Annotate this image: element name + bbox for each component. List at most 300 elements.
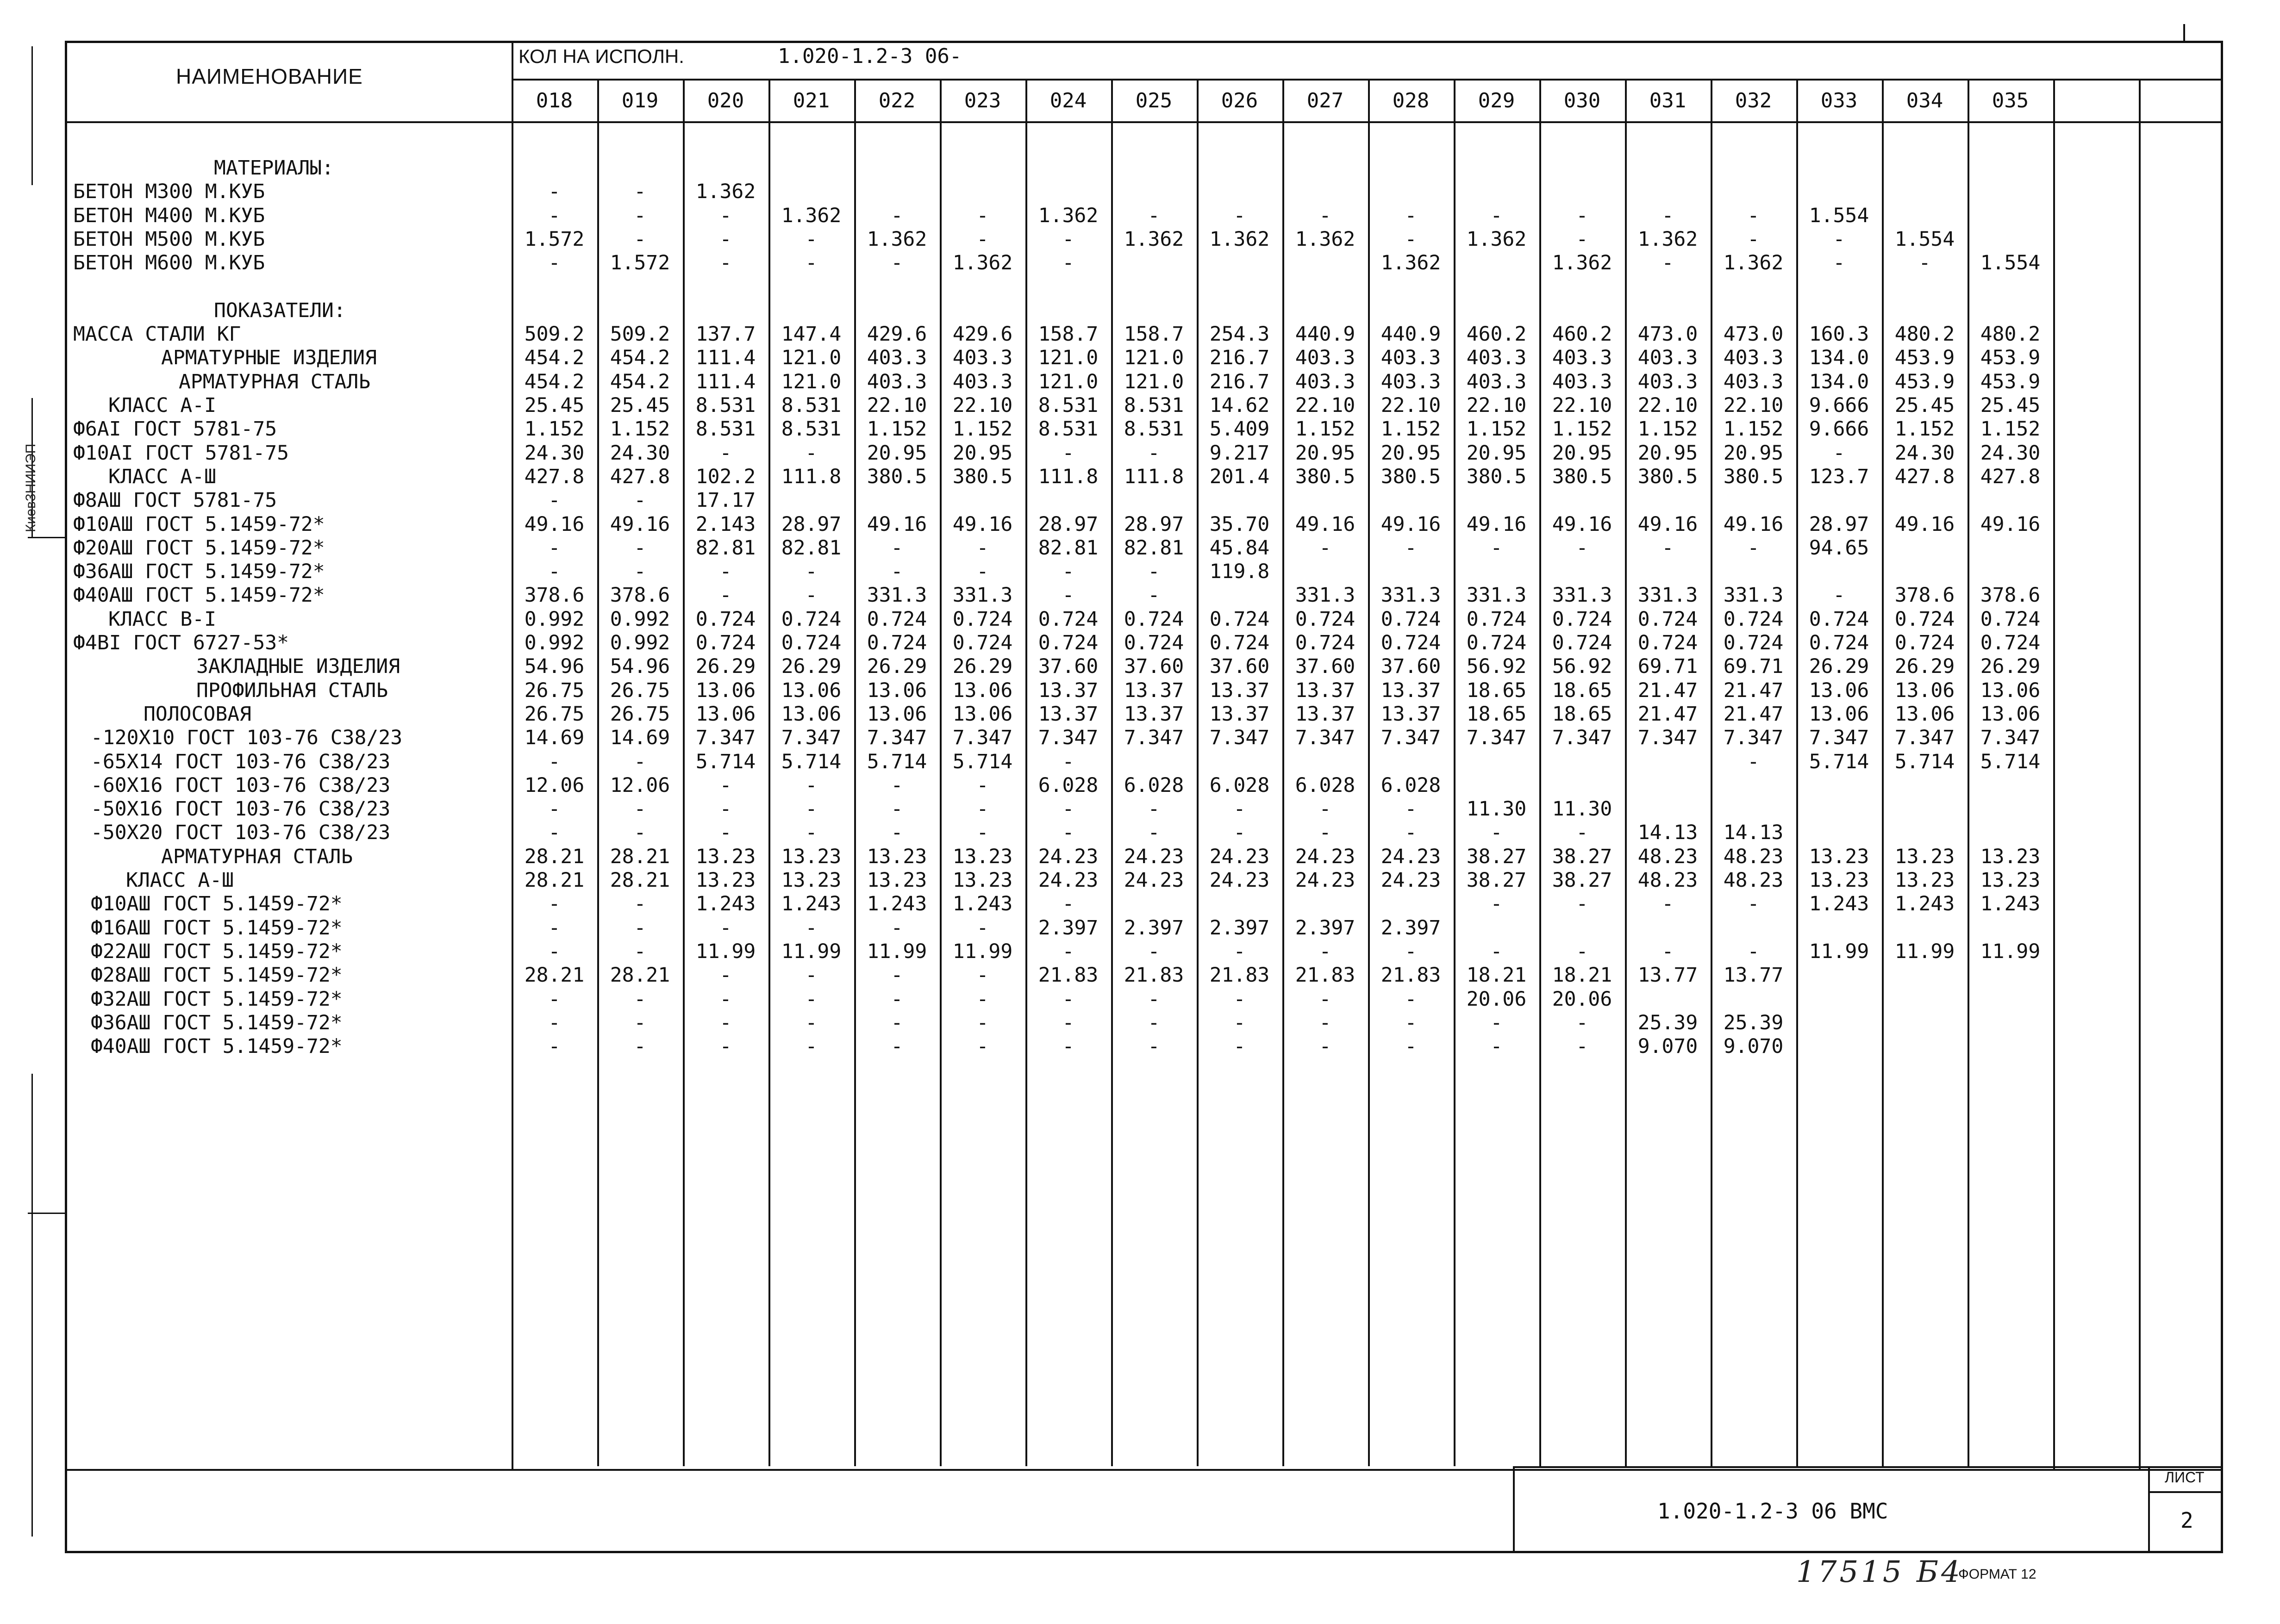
table-cell: -: [548, 251, 561, 274]
table-cell: 403.3: [867, 346, 927, 369]
table-cell: 20.95: [952, 442, 1013, 465]
table-cell: 25.45: [1894, 394, 1955, 417]
sheet-box-left: [2148, 1466, 2150, 1553]
column-divider: [854, 79, 856, 1466]
table-cell: 13.77: [1637, 964, 1698, 987]
table-cell: 9.070: [1723, 1035, 1784, 1058]
table-cell: 0.724: [1809, 608, 1869, 631]
row-label: Ф4ВI ГОСТ 6727-53*: [73, 631, 289, 654]
table-cell: 6.028: [1124, 774, 1184, 797]
table-cell: 13.23: [1980, 869, 2041, 892]
table-cell: 380.5: [867, 465, 927, 488]
table-cell: 8.531: [1124, 394, 1184, 417]
table-cell: 119.8: [1209, 560, 1270, 583]
table-cell: -: [976, 1035, 989, 1058]
table-cell: -: [1062, 940, 1074, 963]
table-cell: 24.23: [1380, 869, 1441, 892]
table-cell: 1.152: [867, 417, 927, 441]
table-cell: 35.70: [1209, 513, 1270, 536]
column-number: 034: [1906, 89, 1943, 112]
table-cell: -: [548, 988, 561, 1011]
table-cell: -: [891, 560, 903, 583]
table-cell: -: [891, 1035, 903, 1058]
table-cell: 378.6: [1894, 584, 1955, 607]
table-cell: -: [1490, 1035, 1503, 1058]
table-cell: 26.75: [524, 679, 585, 702]
table-cell: -: [1490, 821, 1503, 844]
table-cell: -: [548, 489, 561, 512]
table-cell: 69.71: [1637, 655, 1698, 678]
table-cell: 25.39: [1723, 1011, 1784, 1034]
table-cell: 134.0: [1809, 346, 1869, 369]
table-cell: 403.3: [952, 370, 1013, 393]
table-cell: 403.3: [1295, 370, 1356, 393]
table-cell: -: [634, 916, 646, 940]
table-cell: 7.347: [1038, 726, 1099, 749]
table-cell: -: [1148, 204, 1160, 227]
table-cell: -: [1148, 988, 1160, 1011]
table-cell: 8.531: [1038, 417, 1099, 441]
table-cell: -: [1319, 797, 1331, 821]
table-cell: 26.29: [1809, 655, 1869, 678]
row-label: Ф28АШ ГОСТ 5.1459-72*: [91, 964, 343, 987]
table-cell: 111.8: [781, 465, 842, 488]
table-cell: 2.397: [1380, 916, 1441, 940]
name-column-header: НАИМЕНОВАНИЕ: [176, 64, 363, 88]
table-cell: 17.17: [695, 489, 756, 512]
table-cell: 13.23: [1809, 869, 1869, 892]
table-cell: -: [548, 750, 561, 773]
table-cell: 49.16: [524, 513, 585, 536]
table-cell: 13.06: [695, 703, 756, 726]
table-cell: -: [634, 750, 646, 773]
table-cell: 111.8: [1124, 465, 1184, 488]
table-cell: 20.95: [1552, 442, 1612, 465]
table-cell: -: [805, 1011, 818, 1034]
table-cell: 0.724: [1380, 631, 1441, 654]
row-label: КЛАСС А-I: [108, 394, 216, 417]
table-cell: -: [1405, 228, 1417, 251]
column-divider: [2053, 79, 2055, 1469]
row-label: БЕТОН М500 М.КУБ: [73, 228, 265, 251]
table-cell: 22.10: [1295, 394, 1356, 417]
table-cell: 158.7: [1124, 323, 1184, 346]
table-cell: 0.724: [1552, 608, 1612, 631]
table-cell: 331.3: [1637, 584, 1698, 607]
table-cell: -: [634, 940, 646, 963]
table-cell: 0.992: [524, 631, 585, 654]
table-cell: 403.3: [867, 370, 927, 393]
column-number: 028: [1392, 89, 1430, 112]
table-cell: 14.13: [1637, 821, 1698, 844]
table-cell: -: [1319, 204, 1331, 227]
table-cell: -: [1233, 940, 1246, 963]
table-cell: 6.028: [1380, 774, 1441, 797]
table-cell: -: [719, 1011, 732, 1034]
table-cell: 1.152: [524, 417, 585, 441]
table-cell: 25.39: [1637, 1011, 1698, 1034]
table-cell: 13.23: [695, 845, 756, 868]
table-cell: 1.362: [1295, 228, 1356, 251]
table-cell: 5.714: [1894, 750, 1955, 773]
table-cell: 18.65: [1552, 679, 1612, 702]
table-cell: 20.95: [1723, 442, 1784, 465]
table-cell: 13.06: [952, 679, 1013, 702]
table-cell: -: [1148, 821, 1160, 844]
row-label: Ф10АШ ГОСТ 5.1459-72*: [73, 513, 325, 536]
table-cell: -: [1233, 1011, 1246, 1034]
table-cell: 18.65: [1552, 703, 1612, 726]
table-cell: 0.724: [867, 608, 927, 631]
table-cell: 0.992: [610, 608, 670, 631]
table-cell: 1.554: [1980, 251, 2041, 274]
table-cell: -: [634, 228, 646, 251]
table-cell: 0.724: [1894, 631, 1955, 654]
table-cell: 14.69: [610, 726, 670, 749]
table-cell: 24.30: [524, 442, 585, 465]
table-cell: 380.5: [1380, 465, 1441, 488]
table-cell: 147.4: [781, 323, 842, 346]
table-cell: -: [634, 204, 646, 227]
table-cell: 9.666: [1809, 417, 1869, 441]
table-cell: 1.152: [610, 417, 670, 441]
table-cell: 48.23: [1637, 869, 1698, 892]
table-cell: -: [1490, 1011, 1503, 1034]
table-cell: -: [891, 964, 903, 987]
table-cell: -: [805, 584, 818, 607]
table-cell: 331.3: [867, 584, 927, 607]
column-number: 021: [793, 89, 830, 112]
table-cell: 13.23: [1894, 869, 1955, 892]
table-cell: 7.347: [1723, 726, 1784, 749]
qty-header: КОЛ НА ИСПОЛН.: [518, 45, 684, 67]
row-label: КЛАСС А-Ш: [126, 869, 234, 892]
table-cell: -: [634, 1035, 646, 1058]
table-cell: 2.397: [1209, 916, 1270, 940]
table-cell: 5.714: [695, 750, 756, 773]
table-cell: 5.714: [952, 750, 1013, 773]
table-cell: 13.06: [1809, 703, 1869, 726]
table-cell: -: [1576, 892, 1588, 915]
table-cell: -: [1319, 940, 1331, 963]
name-column-divider: [512, 41, 513, 1471]
row-label: -65Х14 ГОСТ 103-76 С38/23: [91, 750, 391, 773]
table-cell: -: [1490, 940, 1503, 963]
column-number: 019: [621, 89, 659, 112]
table-cell: 1.152: [952, 417, 1013, 441]
table-cell: -: [1747, 940, 1760, 963]
table-cell: 7.347: [1466, 726, 1527, 749]
table-cell: -: [1148, 940, 1160, 963]
table-cell: -: [1233, 1035, 1246, 1058]
table-cell: 216.7: [1209, 346, 1270, 369]
table-cell: -: [891, 204, 903, 227]
sheet-box-divider: [2148, 1491, 2223, 1493]
table-cell: 216.7: [1209, 370, 1270, 393]
table-cell: 2.143: [695, 513, 756, 536]
column-divider: [2139, 79, 2141, 1469]
table-cell: 13.23: [867, 845, 927, 868]
table-cell: 0.724: [1980, 631, 2041, 654]
table-cell: -: [548, 797, 561, 821]
table-cell: 14.62: [1209, 394, 1270, 417]
table-cell: 9.217: [1209, 442, 1270, 465]
table-cell: -: [634, 821, 646, 844]
column-number: 029: [1478, 89, 1515, 112]
column-divider: [1197, 79, 1199, 1466]
table-cell: 0.724: [1466, 631, 1527, 654]
table-cell: 22.10: [1637, 394, 1698, 417]
inventory-number: 17515 Б4: [1796, 1555, 1963, 1589]
table-cell: 26.29: [781, 655, 842, 678]
table-cell: 1.152: [1380, 417, 1441, 441]
table-cell: 1.243: [867, 892, 927, 915]
table-cell: 453.9: [1894, 346, 1955, 369]
table-cell: -: [976, 774, 989, 797]
table-cell: 26.29: [867, 655, 927, 678]
table-cell: 11.99: [867, 940, 927, 963]
table-cell: 5.714: [1809, 750, 1869, 773]
table-cell: 13.06: [781, 679, 842, 702]
row-label: БЕТОН М400 М.КУБ: [73, 204, 265, 227]
table-cell: -: [1918, 251, 1931, 274]
table-cell: -: [891, 988, 903, 1011]
table-cell: 403.3: [952, 346, 1013, 369]
stamp-left-line: [1513, 1466, 1515, 1553]
table-cell: -: [1319, 988, 1331, 1011]
table-cell: -: [548, 1035, 561, 1058]
table-cell: 509.2: [610, 323, 670, 346]
table-cell: 7.347: [952, 726, 1013, 749]
table-cell: 24.30: [610, 442, 670, 465]
table-cell: -: [1576, 536, 1588, 560]
table-cell: 56.92: [1552, 655, 1612, 678]
table-cell: 25.45: [524, 394, 585, 417]
table-cell: 380.5: [1466, 465, 1527, 488]
footer-doc-code: 1.020-1.2-3 06 ВМС: [1657, 1499, 1888, 1524]
table-cell: -: [976, 964, 989, 987]
table-cell: -: [719, 774, 732, 797]
table-cell: -: [1833, 251, 1845, 274]
table-cell: 0.724: [1295, 631, 1356, 654]
table-cell: 26.75: [610, 679, 670, 702]
table-cell: 403.3: [1466, 370, 1527, 393]
table-cell: -: [548, 204, 561, 227]
table-cell: 1.152: [1637, 417, 1698, 441]
table-cell: 13.23: [781, 869, 842, 892]
table-cell: 1.572: [524, 228, 585, 251]
table-cell: 82.81: [781, 536, 842, 560]
table-cell: 453.9: [1980, 346, 2041, 369]
table-cell: -: [548, 892, 561, 915]
table-cell: 26.29: [695, 655, 756, 678]
table-cell: 13.37: [1380, 679, 1441, 702]
table-cell: 26.29: [952, 655, 1013, 678]
table-cell: -: [1490, 536, 1503, 560]
table-cell: 94.65: [1809, 536, 1869, 560]
table-cell: 49.16: [952, 513, 1013, 536]
table-cell: 8.531: [781, 394, 842, 417]
table-cell: 403.3: [1637, 370, 1698, 393]
table-cell: 13.23: [1894, 845, 1955, 868]
table-cell: 160.3: [1809, 323, 1869, 346]
table-cell: 403.3: [1466, 346, 1527, 369]
table-cell: 26.29: [1980, 655, 2041, 678]
table-cell: 380.5: [1637, 465, 1698, 488]
table-cell: 28.97: [1038, 513, 1099, 536]
table-cell: 7.347: [781, 726, 842, 749]
table-cell: 460.2: [1552, 323, 1612, 346]
table-cell: -: [1490, 204, 1503, 227]
table-cell: 26.75: [524, 703, 585, 726]
table-cell: 1.152: [1723, 417, 1784, 441]
table-cell: -: [805, 916, 818, 940]
margin-stamp: Киев3НИИЭП: [23, 443, 38, 532]
table-cell: -: [1062, 442, 1074, 465]
table-cell: -: [1747, 750, 1760, 773]
sheet-label: ЛИСТ: [2165, 1469, 2205, 1486]
table-cell: 0.724: [1466, 608, 1527, 631]
table-cell: -: [719, 204, 732, 227]
table-cell: -: [1662, 892, 1674, 915]
table-cell: 7.347: [1637, 726, 1698, 749]
table-cell: 1.243: [695, 892, 756, 915]
table-cell: 453.9: [1980, 370, 2041, 393]
table-cell: 13.37: [1038, 703, 1099, 726]
row-label: Ф10АШ ГОСТ 5.1459-72*: [91, 892, 343, 915]
table-cell: 21.83: [1038, 964, 1099, 987]
table-cell: 28.21: [610, 845, 670, 868]
table-cell: 0.724: [1380, 608, 1441, 631]
table-cell: -: [805, 964, 818, 987]
table-cell: -: [805, 821, 818, 844]
table-cell: 12.06: [610, 774, 670, 797]
table-cell: 49.16: [1894, 513, 1955, 536]
table-cell: -: [805, 774, 818, 797]
table-cell: 22.10: [1723, 394, 1784, 417]
table-cell: 11.30: [1552, 797, 1612, 821]
table-cell: 380.5: [1552, 465, 1612, 488]
table-cell: 1.152: [1295, 417, 1356, 441]
column-divider: [1111, 79, 1113, 1466]
table-cell: 7.347: [1295, 726, 1356, 749]
binding-tick-2: [28, 1213, 65, 1214]
table-cell: 56.92: [1466, 655, 1527, 678]
table-cell: 21.47: [1637, 679, 1698, 702]
table-cell: 1.362: [1466, 228, 1527, 251]
table-cell: 509.2: [524, 323, 585, 346]
table-cell: 403.3: [1552, 346, 1612, 369]
table-cell: 6.028: [1209, 774, 1270, 797]
table-cell: 13.37: [1124, 703, 1184, 726]
table-cell: -: [634, 1011, 646, 1034]
table-cell: 480.2: [1980, 323, 2041, 346]
table-cell: 5.409: [1209, 417, 1270, 441]
sheet-number: 2: [2180, 1508, 2193, 1533]
table-cell: -: [634, 797, 646, 821]
table-cell: -: [805, 442, 818, 465]
table-cell: -: [1662, 536, 1674, 560]
table-cell: 22.10: [1380, 394, 1441, 417]
column-divider: [1282, 79, 1284, 1466]
table-cell: -: [1233, 204, 1246, 227]
table-cell: 0.724: [1124, 631, 1184, 654]
table-cell: 0.724: [695, 631, 756, 654]
table-cell: 28.21: [524, 869, 585, 892]
column-divider: [1968, 79, 1969, 1466]
table-cell: 440.9: [1380, 323, 1441, 346]
table-cell: 1.152: [1466, 417, 1527, 441]
column-number: 031: [1649, 89, 1687, 112]
table-cell: 25.45: [1980, 394, 2041, 417]
table-cell: -: [634, 489, 646, 512]
table-cell: 121.0: [1124, 370, 1184, 393]
table-cell: 20.95: [867, 442, 927, 465]
table-cell: 1.362: [1552, 251, 1612, 274]
table-cell: 14.69: [524, 726, 585, 749]
column-divider: [1711, 79, 1712, 1466]
row-label: Ф8АШ ГОСТ 5781-75: [73, 489, 277, 512]
table-cell: 24.30: [1980, 442, 2041, 465]
table-cell: -: [719, 442, 732, 465]
table-cell: 0.724: [695, 608, 756, 631]
table-cell: 13.06: [1894, 703, 1955, 726]
header-line-2: [65, 121, 2223, 123]
table-cell: 460.2: [1466, 323, 1527, 346]
table-cell: 21.47: [1723, 679, 1784, 702]
table-cell: -: [1319, 1035, 1331, 1058]
table-cell: 0.724: [1723, 608, 1784, 631]
table-cell: 1.243: [1809, 892, 1869, 915]
table-cell: 454.2: [610, 370, 670, 393]
table-cell: 49.16: [1723, 513, 1784, 536]
table-cell: 13.06: [1894, 679, 1955, 702]
table-cell: 22.10: [1466, 394, 1527, 417]
table-cell: -: [891, 916, 903, 940]
column-divider: [768, 79, 770, 1466]
column-number: 020: [707, 89, 744, 112]
table-cell: 473.0: [1637, 323, 1698, 346]
row-label: МАТЕРИАЛЫ:: [214, 156, 334, 180]
table-cell: 8.531: [1124, 417, 1184, 441]
table-cell: -: [1576, 204, 1588, 227]
table-cell: 13.23: [1980, 845, 2041, 868]
table-cell: -: [1747, 536, 1760, 560]
table-cell: 48.23: [1637, 845, 1698, 868]
table-cell: 28.21: [524, 964, 585, 987]
table-cell: 378.6: [610, 584, 670, 607]
table-cell: -: [976, 821, 989, 844]
table-cell: -: [1233, 797, 1246, 821]
table-cell: 13.37: [1380, 703, 1441, 726]
table-cell: 7.347: [695, 726, 756, 749]
table-cell: 1.152: [1552, 417, 1612, 441]
table-cell: 24.23: [1124, 869, 1184, 892]
table-cell: 49.16: [1552, 513, 1612, 536]
table-cell: -: [1405, 988, 1417, 1011]
table-cell: -: [548, 180, 561, 203]
table-cell: 13.06: [1980, 679, 2041, 702]
table-cell: -: [1405, 1035, 1417, 1058]
table-cell: 403.3: [1723, 346, 1784, 369]
table-cell: -: [976, 916, 989, 940]
table-cell: 13.06: [1809, 679, 1869, 702]
table-cell: 54.96: [524, 655, 585, 678]
table-cell: -: [891, 251, 903, 274]
column-number: 033: [1820, 89, 1858, 112]
row-label: АРМАТУРНЫЕ ИЗДЕЛИЯ: [161, 346, 377, 369]
table-cell: 1.362: [781, 204, 842, 227]
